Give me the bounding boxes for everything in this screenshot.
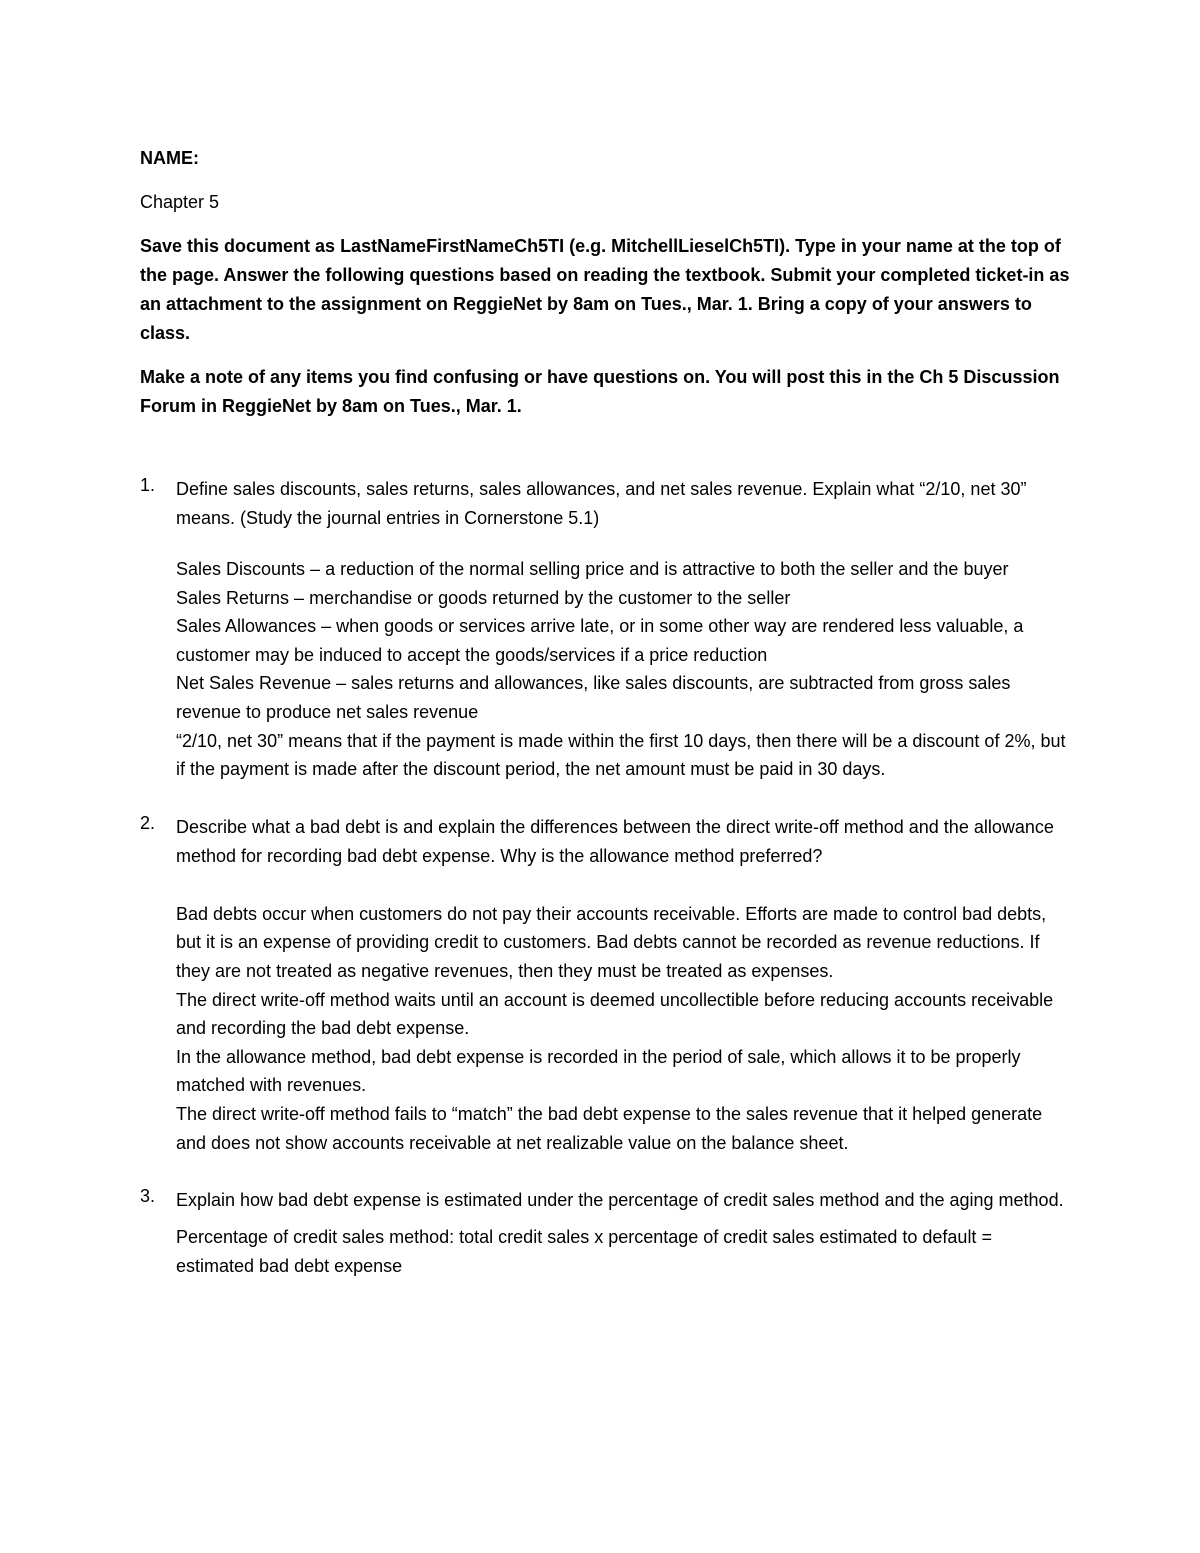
question-1 — [140, 475, 1070, 784]
answer-block — [176, 900, 1070, 1157]
answer-line: The direct write-off method waits until an account is deemed uncollectible before reducing accounts receivable and recording the bad debt expense. — [176, 989, 1054, 1039]
question-text: Describe what a bad debt is and explain the differences between the direct write-off method and the allowance method for recording bad debt expense. Why is the allowance method preferred? — [176, 816, 1054, 866]
question-3 — [140, 1186, 1070, 1280]
answer-block — [176, 555, 1070, 784]
answer-line: Percentage of credit sales method: total credit sales x percentage of credit sales estimated to default = estimated bad debt expense — [176, 1227, 992, 1276]
name-label: NAME: — [140, 148, 199, 168]
question-number: 3. — [140, 1186, 156, 1207]
question-text: Define sales discounts, sales returns, sales allowances, and net sales revenue. Explain what “2/10, net 30” means. (Study the journal entries in Cornerstone 5.1) — [176, 479, 1027, 528]
answer-line: In the allowance method, bad debt expense is recorded in the period of sale, which allows it to be properly matched with revenues. — [176, 1046, 1021, 1096]
question-text: Explain how bad debt expense is estimated under the percentage of credit sales method and the aging method. — [176, 1190, 1064, 1211]
answer-line: Sales Discounts – a reduction of the normal selling price and is attractive to both the seller and the buyer — [176, 559, 1009, 579]
answer-block — [176, 1223, 1070, 1280]
question-number: 1. — [140, 475, 156, 495]
answer-line: Bad debts occur when customers do not pay their accounts receivable. Efforts are made to control bad debts, but it is an expense of providing credit to customers. Bad debts cannot be recorded as revenue reductions. If they are not treated as negative revenues, then they must be treated as expenses. — [176, 903, 1047, 981]
question-number: 2. — [140, 812, 156, 833]
question-2 — [140, 813, 1070, 1157]
answer-line: Sales Returns – merchandise or goods returned by the customer to the seller — [176, 587, 791, 608]
instructions-paragraph: Save this document as LastNameFirstNameCh5TI (e.g. MitchellLieselCh5TI). Type in your name at the top of the page. Answer the following questions based on reading the textbook. Submit your completed ticket-in as an attachment to the assignment on ReggieNet by 8am on Tues., Mar. 1. Bring a copy of your answers to class. — [140, 236, 1070, 343]
answer-line: “2/10, net 30” means that if the payment is made within the first 10 days, then there will be a discount of 2%, but if the payment is made after the discount period, the net amount must be paid in 30 days. — [176, 730, 1066, 780]
answer-line: Net Sales Revenue – sales returns and allowances, like sales discounts, are subtracted from gross sales revenue to produce net sales revenue — [176, 673, 1011, 722]
note-paragraph: Make a note of any items you find confusing or have questions on. You will post this in the Ch 5 Discussion Forum in ReggieNet by 8am on Tues., Mar. 1. — [140, 367, 1060, 416]
answer-line: The direct write-off method fails to “match” the bad debt expense to the sales revenue that it helped generate and does not show accounts receivable at net realizable value on the balance sheet. — [176, 1103, 1043, 1153]
answer-line: Sales Allowances – when goods or services arrive late, or in some other way are rendered less valuable, a customer may be induced to accept the goods/services if a price reduction — [176, 616, 1024, 665]
chapter-heading: Chapter 5 — [140, 192, 220, 212]
